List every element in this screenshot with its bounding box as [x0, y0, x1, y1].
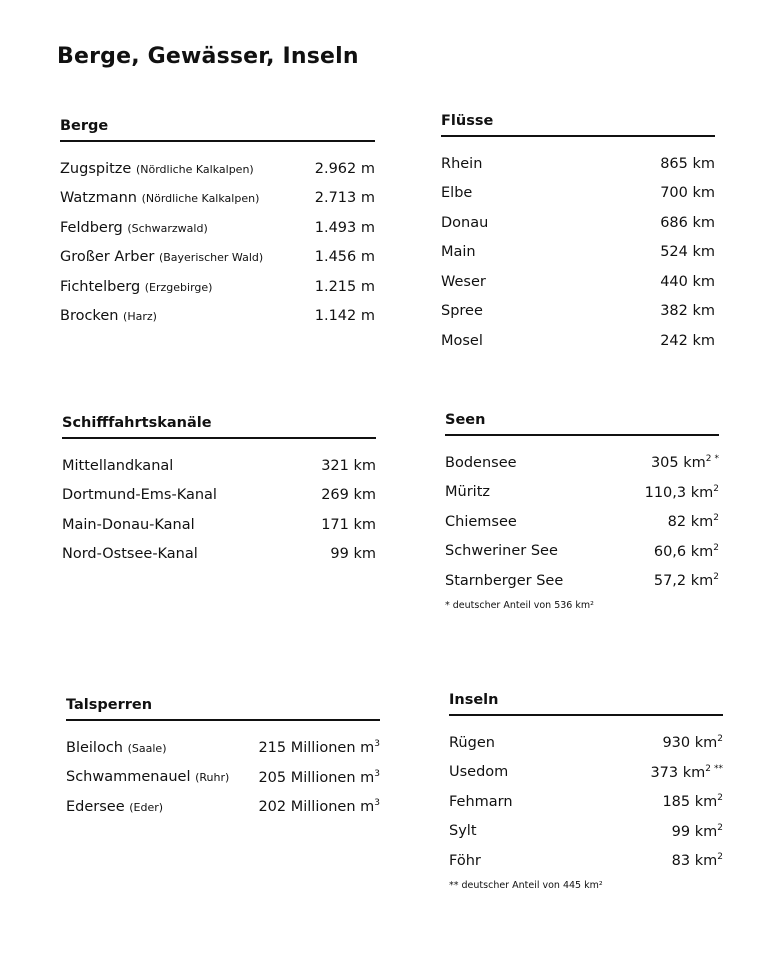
row-value: [321, 487, 376, 503]
row-value: [315, 161, 375, 177]
section-heading: Schifffahrtskanäle: [62, 415, 376, 439]
row-name: [62, 517, 195, 533]
name-text: Rügen: [449, 734, 495, 751]
name-text: Watzmann: [60, 190, 137, 207]
row-value: [330, 546, 376, 562]
table-row: [441, 267, 715, 297]
name-text: Weser: [441, 273, 486, 290]
name-text: Rhein: [441, 155, 483, 172]
table-row: [449, 846, 723, 876]
value-text: 202 Millionen m: [258, 799, 375, 816]
table-row: [62, 540, 376, 570]
name-text: Dortmund-Ems-Kanal: [62, 487, 217, 504]
row-name: [62, 487, 217, 503]
row-name: [60, 308, 157, 324]
table-row: [445, 507, 719, 537]
region-text: (Nördliche Kalkalpen): [141, 192, 260, 206]
name-text: Starnberger See: [445, 572, 564, 589]
value-text: 242 km: [660, 332, 715, 349]
name-text: Zugspitze: [60, 160, 132, 177]
name-text: Fehmarn: [449, 793, 513, 810]
unit-exponent: 3: [374, 739, 380, 750]
row-value: [258, 739, 380, 756]
region-text: (Eder): [129, 800, 164, 814]
row-value: [645, 484, 719, 501]
section-heading: Berge: [60, 118, 375, 142]
row-value: [258, 798, 380, 815]
row-value: [660, 274, 715, 290]
name-text: Großer Arber: [60, 249, 155, 266]
unit-exponent: 2: [713, 483, 719, 494]
row-name: [441, 156, 482, 172]
name-text: Fichtelberg: [60, 278, 141, 295]
table-row: [449, 787, 723, 817]
row-name: [449, 794, 513, 810]
table-row: [62, 451, 376, 481]
table-row: [441, 208, 715, 238]
unit-exponent: 2: [713, 513, 719, 524]
name-text: Feldberg: [60, 219, 123, 236]
row-name: [445, 543, 558, 559]
value-text: 1.493 m: [314, 219, 375, 236]
value-text: 171 km: [321, 516, 376, 533]
section-heading: Talsperren: [66, 697, 380, 721]
section-talsperren: [66, 697, 380, 822]
name-text: Brocken: [60, 308, 119, 325]
table-row: [60, 272, 375, 302]
value-text: 524 km: [660, 244, 715, 261]
unit-exponent: 3: [374, 768, 380, 779]
row-name: [60, 220, 208, 236]
row-name: [441, 244, 476, 260]
value-text: 60,6 km: [653, 543, 714, 560]
row-name: [441, 303, 483, 319]
row-value: [651, 454, 719, 471]
row-name: [60, 249, 263, 265]
row-value: [315, 220, 375, 236]
table-row: [449, 758, 723, 788]
unit-exponent: 2: [717, 793, 723, 804]
row-value: [315, 249, 375, 265]
table-row: [445, 566, 719, 596]
section-berge: [60, 118, 375, 331]
section-heading: Inseln: [449, 692, 723, 716]
table-row: [441, 149, 715, 179]
row-value: [672, 823, 723, 840]
table-row: [62, 481, 376, 511]
name-text: Mosel: [441, 332, 483, 349]
row-name: [449, 735, 495, 751]
row-name: [60, 190, 259, 206]
name-text: Usedom: [449, 764, 509, 781]
row-name: [62, 458, 173, 474]
row-value: [660, 333, 715, 349]
section-heading: Seen: [445, 412, 719, 436]
unit-exponent: 2: [705, 763, 711, 774]
table-row: [441, 179, 715, 209]
region-text: (Nördliche Kalkalpen): [135, 162, 254, 176]
region-text: (Harz): [123, 310, 157, 324]
name-text: Main-Donau-Kanal: [62, 516, 195, 533]
name-text: Bodensee: [445, 454, 517, 471]
value-text: 440 km: [660, 273, 715, 290]
value-text: 83 km: [671, 853, 718, 870]
section-heading: Flüsse: [441, 113, 715, 137]
row-name: [62, 546, 198, 562]
value-text: 305 km: [650, 455, 706, 472]
section-kanaele: [62, 415, 376, 569]
row-value: [315, 308, 375, 324]
row-name: [60, 161, 254, 177]
row-name: [66, 740, 166, 756]
row-value: [662, 793, 723, 810]
name-text: Bleiloch: [66, 739, 123, 756]
row-value: [660, 303, 715, 319]
row-name: [441, 274, 486, 290]
section-inseln: [449, 692, 723, 891]
name-text: Main: [441, 244, 476, 261]
unit-exponent: 2: [717, 822, 723, 833]
value-text: 57,2 km: [653, 573, 714, 590]
region-text: (Schwarzwald): [127, 221, 208, 235]
row-name: [441, 333, 483, 349]
value-text: 99 km: [671, 823, 718, 840]
row-name: [449, 764, 508, 780]
value-text: 2.962 m: [314, 160, 375, 177]
section-seen: [445, 412, 719, 611]
row-value: [654, 572, 719, 589]
row-name: [441, 215, 488, 231]
table-row: [449, 728, 723, 758]
row-value: [650, 764, 723, 781]
row-name: [66, 769, 229, 785]
row-value: [660, 244, 715, 260]
value-text: 373 km: [650, 764, 706, 781]
row-name: [441, 185, 472, 201]
value-text: 2.713 m: [314, 190, 375, 207]
row-name: [60, 279, 212, 295]
page-title: Berge, Gewässer, Inseln: [57, 44, 359, 69]
value-text: 930 km: [662, 735, 718, 752]
value-text: 1.456 m: [314, 249, 375, 266]
section-fluesse: [441, 113, 715, 356]
table-row: [441, 326, 715, 356]
unit-exponent: 2: [705, 454, 712, 465]
table-row: [445, 448, 719, 478]
row-value: [321, 517, 376, 533]
name-text: Schwammenauel: [66, 769, 191, 786]
row-name: [449, 853, 481, 869]
table-row: [449, 817, 723, 847]
row-value: [660, 185, 715, 201]
row-name: [445, 484, 490, 500]
unit-exponent: 2: [713, 572, 719, 583]
footnote-mark: *: [714, 454, 719, 465]
value-text: 686 km: [660, 214, 715, 231]
value-text: 1.215 m: [314, 278, 375, 295]
table-row: [60, 154, 375, 184]
row-name: [445, 514, 517, 530]
row-value: [660, 215, 715, 231]
region-text: (Erzgebirge): [144, 280, 213, 294]
table-row: [60, 213, 375, 243]
value-text: 185 km: [662, 794, 718, 811]
region-text: (Saale): [127, 741, 167, 755]
value-text: 321 km: [321, 457, 376, 474]
name-text: Nord-Ostsee-Kanal: [62, 546, 198, 563]
row-name: [449, 823, 477, 839]
row-value: [660, 156, 715, 172]
table-row: [441, 238, 715, 268]
table-row: [60, 243, 375, 273]
footnote: ** deutscher Anteil von 445 km²: [449, 879, 603, 891]
unit-exponent: 2: [717, 852, 723, 863]
name-text: Mittellandkanal: [62, 457, 174, 474]
value-text: 700 km: [660, 185, 715, 202]
name-text: Sylt: [449, 823, 477, 840]
name-text: Donau: [441, 214, 489, 231]
table-row: [445, 478, 719, 508]
row-name: [445, 573, 563, 589]
unit-exponent: 2: [713, 542, 719, 553]
row-value: [321, 458, 376, 474]
name-text: Edersee: [66, 798, 125, 815]
table-row: [66, 733, 380, 763]
region-text: (Ruhr): [195, 771, 230, 785]
value-text: 99 km: [330, 546, 376, 563]
unit-exponent: 3: [374, 798, 380, 809]
name-text: Schweriner See: [445, 543, 558, 560]
value-text: 865 km: [660, 155, 715, 172]
value-text: 82 km: [667, 514, 714, 531]
row-value: [662, 734, 723, 751]
value-text: 215 Millionen m: [258, 740, 375, 757]
name-text: Chiemsee: [445, 513, 517, 530]
table-row: [60, 302, 375, 332]
value-text: 205 Millionen m: [258, 769, 375, 786]
value-text: 110,3 km: [644, 484, 714, 501]
name-text: Spree: [441, 303, 483, 320]
table-row: [66, 792, 380, 822]
unit-exponent: 2: [717, 734, 723, 745]
row-value: [654, 543, 719, 560]
name-text: Elbe: [441, 185, 473, 202]
table-row: [60, 184, 375, 214]
name-text: Müritz: [445, 484, 490, 501]
row-value: [258, 769, 380, 786]
table-row: [66, 763, 380, 793]
name-text: Föhr: [449, 852, 481, 869]
row-value: [315, 190, 375, 206]
value-text: 1.142 m: [314, 308, 375, 325]
value-text: 269 km: [321, 487, 376, 504]
row-value: [668, 513, 719, 530]
row-value: [672, 852, 723, 869]
row-name: [66, 799, 163, 815]
region-text: (Bayerischer Wald): [158, 251, 264, 265]
value-text: 382 km: [660, 303, 715, 320]
footnote: * deutscher Anteil von 536 km²: [445, 599, 594, 611]
table-row: [62, 510, 376, 540]
table-row: [445, 537, 719, 567]
table-row: [441, 297, 715, 327]
footnote-mark: **: [714, 763, 723, 774]
row-value: [315, 279, 375, 295]
row-name: [445, 455, 517, 471]
